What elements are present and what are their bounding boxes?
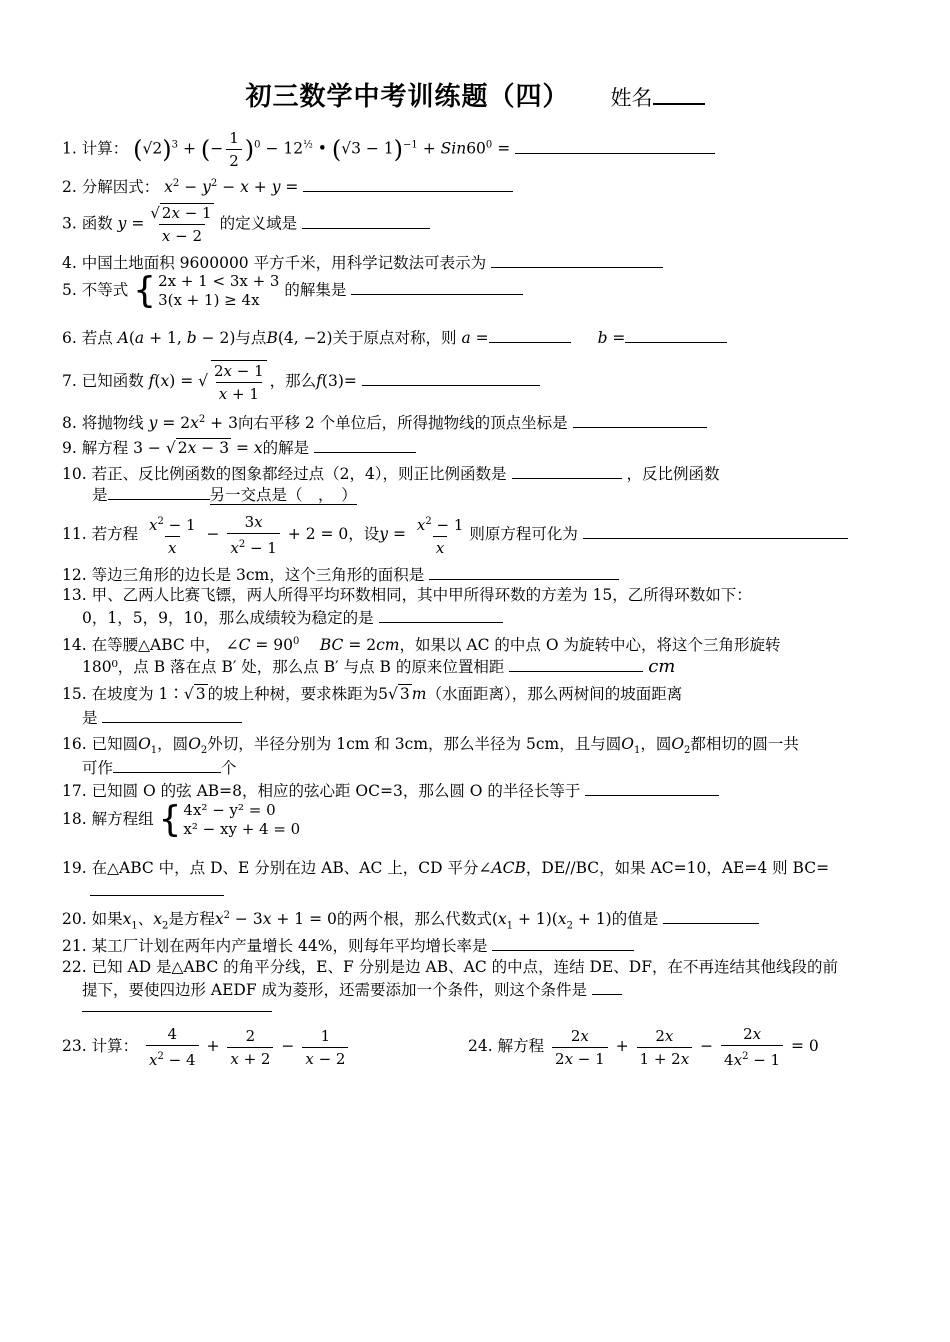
q6-b-blank[interactable] — [625, 327, 727, 343]
q4-text: 4. 中国土地面积 9600000 平方千米，用科学记数法可表示为 — [62, 254, 487, 272]
q5-row1: 2x + 1 < 3x + 3 — [158, 272, 280, 290]
q9-label: 9. 解方程 — [62, 439, 129, 457]
q5-row2: 3(x + 1) ≥ 4x — [158, 291, 260, 309]
q22-answer-blank-a[interactable] — [592, 979, 622, 995]
question-22 — [62, 957, 838, 977]
q1-answer-blank[interactable] — [515, 138, 715, 154]
q15-line1c: （水面距离），那么两树间的坡面距离 — [426, 685, 683, 703]
q11-label: 11. 若方程 — [62, 525, 139, 543]
q19-line1b: ，DE//BC，如果 AC=10，AE=4 则 BC= — [525, 859, 830, 877]
q2-answer-blank[interactable] — [303, 176, 513, 192]
question-5: 5. 不等式 { 2x + 1 < 3x + 3 3(x + 1) ≥ 4x 的解集是 — [62, 272, 523, 310]
q13-answer-blank[interactable] — [379, 607, 503, 623]
q11-mid: ，设 — [348, 525, 380, 543]
q21-answer-blank[interactable] — [492, 935, 634, 951]
q7-label: 7. 已知函数 — [62, 372, 144, 390]
q22-answer-blank-b[interactable] — [82, 996, 272, 1012]
q4-answer-blank[interactable] — [491, 252, 663, 268]
q14-line1b: ，如果以 AC 的中点 O 为旋转中心，将这个三角形旋转 — [399, 636, 781, 655]
q15-answer-blank[interactable] — [102, 707, 242, 723]
q17-text: 17. 已知圆 O 的弦 AB=8，相应的弦心距 OC=3，那么圆 O 的半径长等于 — [62, 782, 581, 800]
question-14: 14. 在等腰△ABC 中， ∠C = $90^0$ BC = 2cm，如果以 AC 的中点 O 为旋转中心，将这个三角形旋转 — [62, 636, 781, 655]
q10-inverse-blank[interactable] — [108, 484, 210, 500]
q17-answer-blank[interactable] — [585, 780, 719, 796]
q24-label: 24. 解方程 — [468, 1037, 545, 1055]
q6-mid: 与点 — [235, 329, 267, 347]
q10-line1: 10. 若正、反比例函数的图象都经过点（2，4），则正比例函数是 — [62, 465, 507, 483]
question-1: 1. 计算： $(√2)^3$ + (− $\frac{1}{2}$ )$^0 - 12^{\frac{1}{2}}$ • $(√3 - 1)^{-1} + Sin60^0$ = — [62, 128, 715, 171]
q16-answer-blank[interactable] — [113, 757, 221, 773]
question-3: 3. 函数 y = $\frac{√ 2x - 1}{x - 2}$ 的定义域是 — [62, 203, 430, 246]
question-19-cont — [90, 880, 224, 901]
question-2: 2. 分解因式： $x^2 - y^2 - x + y$ = — [62, 174, 513, 197]
q20-answer-blank[interactable] — [663, 908, 759, 924]
q20-label: 20. 如果 — [62, 910, 123, 929]
q3-suffix: 的定义域是 — [219, 214, 298, 233]
question-10 — [62, 463, 719, 484]
question-17 — [62, 780, 719, 801]
q15-line1a: 15. 在坡度为 1∶ — [62, 685, 184, 703]
q10-line2b: 另一交点是（ ， ） — [209, 486, 357, 504]
q5-label: 5. 不等式 — [62, 281, 129, 299]
q8-suffix: 向右平移 2 个单位后，所得抛物线的顶点坐标是 — [237, 414, 568, 433]
question-10-cont — [92, 484, 357, 505]
q11-suffix: 则原方程可化为 — [469, 525, 578, 543]
question-9: 9. 解方程 3 − √ 2x − 3 = x的解是 — [62, 437, 416, 458]
q14-line2: 180⁰，点 B 落在点 B′ 处，那么点 B′ 与点 B 的原来位置相距 — [82, 658, 505, 676]
q21-text: 21. 某工厂计划在两年内产量增长 44%，则每年平均增长率是 — [62, 937, 488, 955]
header — [0, 76, 950, 113]
q14-unit: cm — [648, 656, 676, 677]
q15-line1b: 的坡上种树，要求株距为 — [207, 685, 379, 703]
question-11: 11. 若方程 $\frac{x^2 - 1}{x}$ − $\frac{3x}{x^2 - 1}$ + 2 = 0，设y = $\frac{x^2 - 1}{x}$ 则原方程可化为 — [62, 512, 848, 558]
q11-answer-blank[interactable] — [583, 523, 848, 539]
q13-line2: 0，1，5，9，10，那么成绩较为稳定的是 — [82, 609, 374, 627]
q15-line2: 是 — [82, 709, 98, 727]
question-24: 24. 解方程 $\frac{2x}{2x - 1}$ + $\frac{2x}{1 + 2x}$ − $\frac{2x}{4x^2 - 1}$ = 0 — [468, 1025, 819, 1069]
question-22-cont2 — [82, 996, 272, 1017]
q16-line2a: 可作 — [82, 759, 114, 777]
q18-label: 18. 解方程组 — [62, 810, 154, 828]
q9-answer-blank[interactable] — [314, 437, 416, 453]
q20-mid: 是方程 — [168, 910, 215, 929]
q20-mid2: 的两个根，那么代数式 — [336, 910, 492, 929]
q9-suffix: 的解是 — [262, 439, 310, 457]
q1-label: 1. 计算： — [62, 139, 129, 158]
q20-suffix: 的值是 — [611, 910, 659, 929]
q10-line2a: 是 — [92, 486, 108, 504]
question-21 — [62, 935, 634, 956]
q3-label: 3. 函数 — [62, 214, 113, 233]
question-18: 18. 解方程组 { 4x² − y² = 0 x² − xy + 4 = 0 — [62, 799, 301, 840]
q23-label: 23. 计算： — [62, 1037, 139, 1055]
question-13 — [62, 585, 752, 605]
question-12 — [62, 564, 619, 585]
q22-line2: 提下，要使四边形 AEDF 成为菱形，还需要添加一个条件，则这个条件是 — [82, 981, 588, 999]
q3-answer-blank[interactable] — [302, 213, 430, 229]
q16-line1a: 16. 已知圆 — [62, 735, 139, 753]
page-title: 初三数学中考训练题（四） — [245, 82, 570, 112]
q22-line1: 22. 已知 AD 是△ABC 的角平分线，E、F 分别是边 AB、AC 的中点，连结 DE、DF，在不再连结其他线段的前 — [62, 958, 838, 976]
q7-answer-blank[interactable] — [362, 370, 540, 386]
question-7: 7. 已知函数 f(x) = √ $\frac{2x - 1}{x + 1}$ ，那么f(3)= — [62, 360, 540, 404]
q10-line1-tail: ，反比例函数 — [626, 465, 720, 483]
question-23: 23. 计算： $\frac{4}{x^2 - 4}$ + $\frac{2}{x + 2}$ − $\frac{1}{x - 2}$ — [62, 1024, 351, 1070]
question-20: 20. 如果$x_1$、$x_2$是方程$x^2 - 3x + 1 = 0$的两个根，那么代数式$(x_1 + 1)(x_2 + 1)$的值是 — [62, 906, 759, 936]
q18-row1: 4x² − y² = 0 — [183, 801, 276, 819]
q2-label: 2. 分解因式： — [62, 178, 160, 197]
q6-a-blank[interactable] — [489, 327, 571, 343]
q6-label: 6. 若点 — [62, 329, 113, 347]
question-8: 8. 将抛物线 $y = 2x^2 + 3$向右平移 2 个单位后，所得抛物线的顶点坐标是 — [62, 410, 707, 433]
question-19: 19. 在△ABC 中，点 D、E 分别在边 AB、AC 上，CD 平分∠ACB，DE//BC，如果 AC=10，AE=4 则 BC= — [62, 859, 830, 877]
q5-answer-blank[interactable] — [351, 279, 523, 295]
q10-direct-blank[interactable] — [512, 463, 622, 479]
q16-line1b: ，圆 — [157, 735, 189, 753]
q18-row2: x² − xy + 4 = 0 — [183, 820, 301, 838]
q8-label: 8. 将抛物线 — [62, 414, 144, 433]
q19-answer-blank[interactable] — [90, 880, 224, 896]
q14-answer-blank[interactable] — [509, 656, 643, 672]
name-label: 姓名 — [610, 86, 653, 110]
q14-line1a: 14. 在等腰△ABC 中， — [62, 636, 221, 655]
q16-line1e: 都相切的圆一共 — [690, 735, 799, 753]
question-16-cont — [82, 757, 237, 778]
question-15: 15. 在坡度为 1∶√ 3 的坡上种树，要求株距为5√ 3 m（水面距离），那么两树间的坡面距离 — [62, 685, 683, 703]
q13-line1: 13. 甲、乙两人比赛飞镖，两人所得平均环数相同，其中甲所得环数的方差为 15，乙所得环数如下： — [62, 586, 752, 604]
q7-suffix: ，那么 — [269, 372, 317, 390]
q12-text: 12. 等边三角形的边长是 3cm，这个三角形的面积是 — [62, 566, 425, 584]
question-14-cont — [82, 656, 675, 677]
q5-suffix: 的解集是 — [284, 281, 347, 299]
question-6: 6. 若点 A(a + 1, b − 2)与点B(4, −2)关于原点对称，则 a = b = — [62, 327, 727, 348]
q6-suffix: 关于原点对称，则 — [332, 329, 457, 347]
q16-line1d: ，圆 — [640, 735, 672, 753]
q16-line2b: 个 — [221, 759, 237, 777]
q8-answer-blank[interactable] — [573, 412, 707, 428]
question-16: 16. 已知圆$O_1$，圆$O_2$外切，半径分别为 1cm 和 3cm，那么半径为 5cm，且与圆$O_1$，圆$O_2$都相切的圆一共 — [62, 735, 799, 757]
q12-answer-blank[interactable] — [429, 564, 619, 580]
question-13-cont — [82, 607, 503, 628]
q19-line1a: 19. 在△ABC 中，点 D、E 分别在边 AB、AC 上，CD 平分 — [62, 859, 479, 877]
question-15-cont — [82, 707, 242, 728]
q16-line1c: 外切，半径分别为 1cm 和 3cm，那么半径为 5cm，且与圆 — [207, 735, 622, 753]
name-blank[interactable] — [653, 85, 705, 105]
